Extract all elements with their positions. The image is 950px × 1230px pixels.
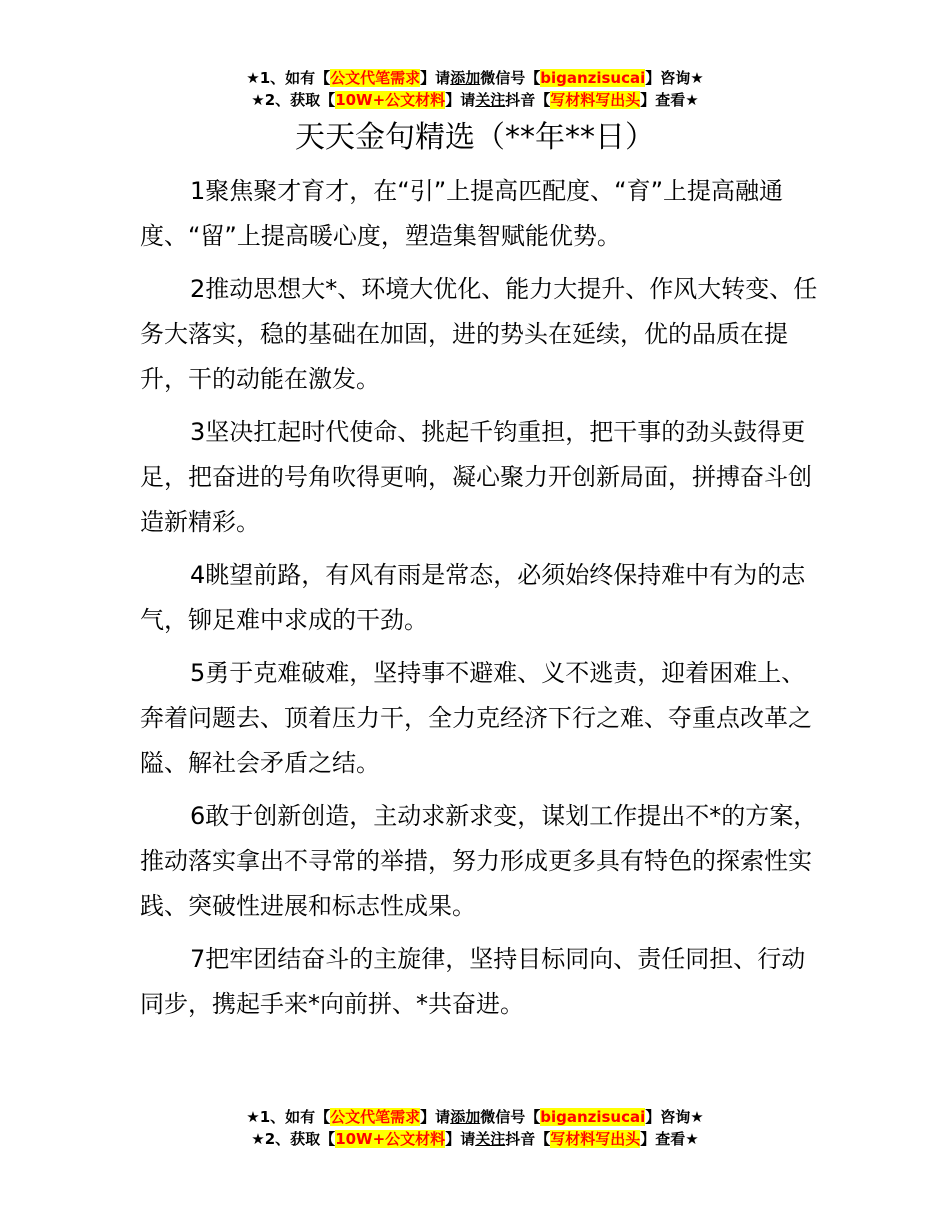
highlight-douyin: 写材料写出头: [550, 91, 641, 109]
highlight-materials: 10W+公文材料: [335, 91, 446, 109]
paragraph-7: 7把牢团结奋斗的主旋律，坚持目标同向、责任同担、行动同步，携起手来*向前拼、*共奋进。: [140, 945, 806, 1018]
top-banner: [0, 67, 950, 111]
highlight-service: 公文代笔需求: [330, 1108, 421, 1126]
highlight-materials: 10W+公文材料: [335, 1130, 446, 1148]
highlight-wechat-id: biganzisucai: [540, 1108, 646, 1126]
banner-line-1: ★1、如有【公文代笔需求】请添加微信号【biganzisucai】咨询★: [246, 1108, 704, 1126]
paragraph-4: 4眺望前路，有风有雨是常态，必须始终保持难中有为的志气，铆足难中求成的干劲。: [140, 561, 806, 634]
banner-line-2: ★2、获取【10W+公文材料】请关注抖音【写材料写出头】查看★: [251, 1130, 699, 1148]
paragraph-1: 1聚焦聚才育才，在“引”上提高匹配度、“育”上提高融通度、“留”上提高暖心度，塑造集智赋能优势。: [140, 177, 784, 250]
bottom-banner: [0, 1106, 950, 1150]
highlight-wechat-id: biganzisucai: [540, 69, 646, 87]
highlight-douyin: 写材料写出头: [550, 1130, 641, 1148]
highlight-service: 公文代笔需求: [330, 69, 421, 87]
paragraph-5: 5勇于克难破难，坚持事不避难、义不逃责，迎着困难上、奔着问题去、顶着压力干，全力克经济下行之难、夺重点改革之隘、解社会矛盾之结。: [140, 659, 812, 777]
banner-line-2: ★2、获取【10W+公文材料】请关注抖音【写材料写出头】查看★: [251, 91, 699, 109]
page-title: 天天金句精选（**年**日）: [295, 120, 655, 155]
paragraph-3: 3坚决扛起时代使命、挑起千钧重担，把干事的劲头鼓得更足，把奋进的号角吹得更响，凝心聚力开创新局面，拼搏奋斗创造新精彩。: [140, 418, 812, 536]
paragraph-6: 6敢于创新创造，主动求新求变，谋划工作提出不*的方案，推动落实拿出不寻常的举措，努力形成更多具有特色的探索性实践、突破性进展和标志性成果。: [140, 802, 818, 920]
banner-line-1: ★1、如有【公文代笔需求】请添加微信号【biganzisucai】咨询★: [246, 69, 704, 87]
document-body: [140, 169, 825, 1035]
paragraph-2: 2推动思想大*、环境大优化、能力大提升、作风大转变、任务大落实，稳的基础在加固，进的势头在延续，优的品质在提升，干的动能在激发。: [140, 275, 818, 393]
